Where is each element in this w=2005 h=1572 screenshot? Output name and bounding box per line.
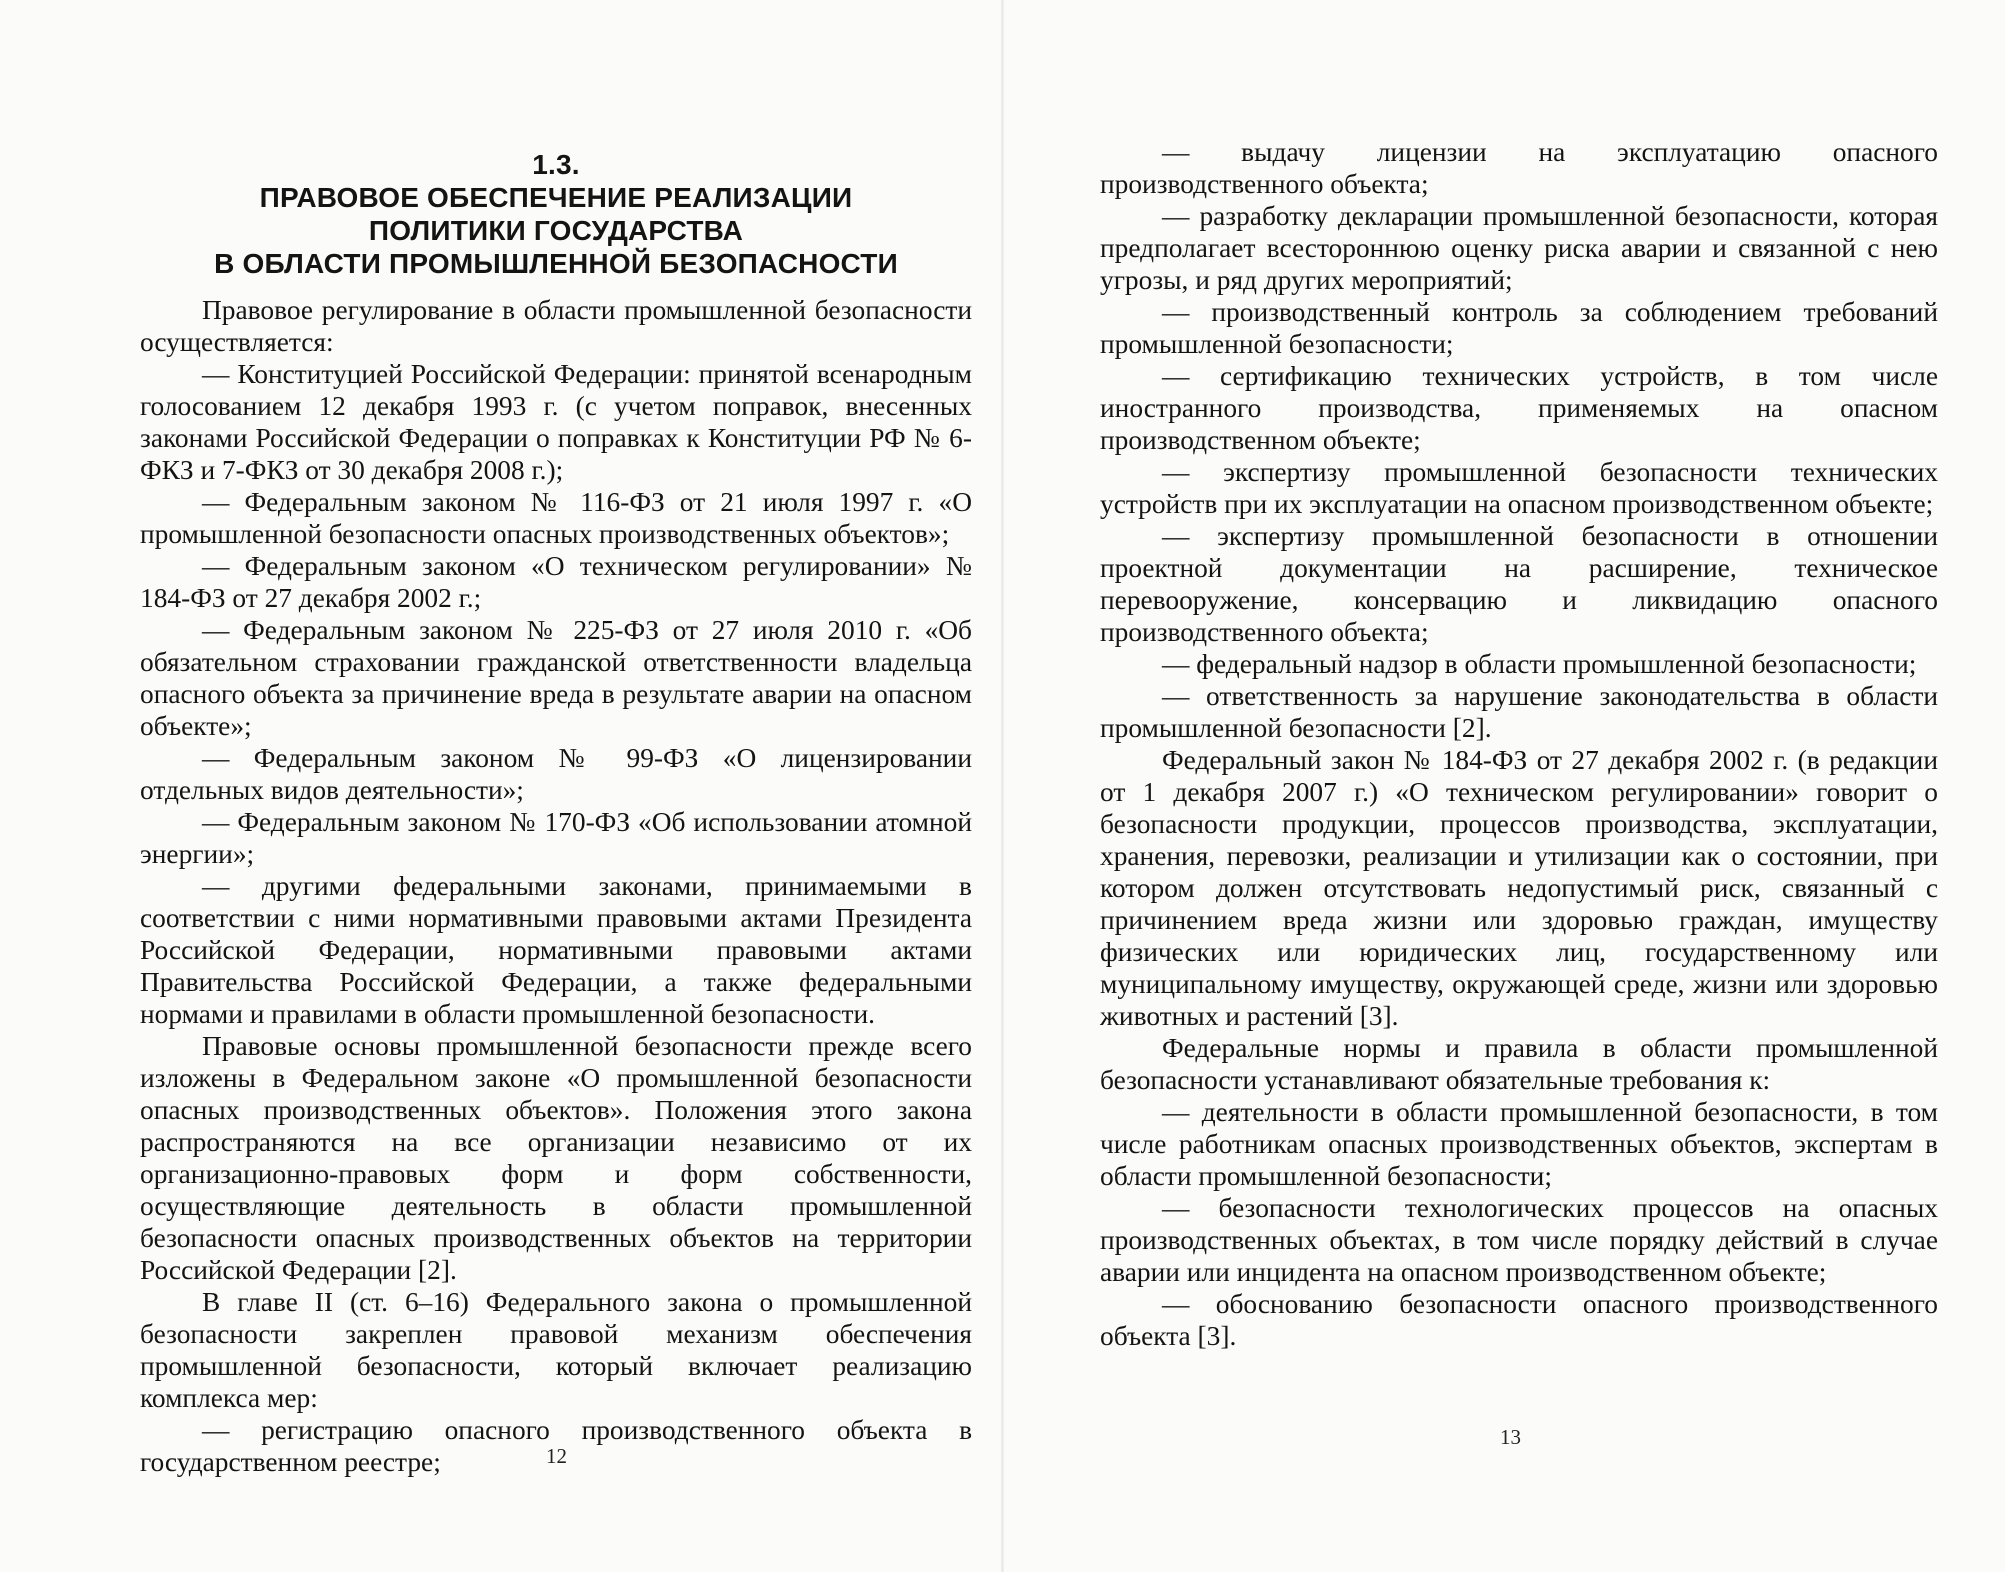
section-heading xyxy=(140,148,972,280)
paragraph: — Конституцией Российской Федерации: принятой всенародным голосованием 12 декабря 1993 г. (с учетом поправок, внесенных законами Российской Федерации о поправках к Конституции РФ № 6-ФКЗ и 7-ФКЗ от 30 декабря 2008 г.); xyxy=(140,359,972,485)
paragraph: — другими федеральными законами, принимаемыми в соответствии с ними нормативными правовыми актами Президента Российской Федерации, нормативными правовыми актами Правительства Российской Федерации, а также федеральными нормами и правилами в области промышленной безопасности. xyxy=(140,871,972,1029)
heading-line: ПРАВОВОЕ ОБЕСПЕЧЕНИЕ РЕАЛИЗАЦИИ xyxy=(259,182,853,213)
left-page-body xyxy=(140,294,972,1478)
heading-line: В ОБЛАСТИ ПРОМЫШЛЕННОЙ БЕЗОПАСНОСТИ xyxy=(214,248,898,279)
paragraph: — регистрацию опасного производственного объекта в государственном реестре; xyxy=(140,1415,972,1477)
paragraph: — экспертизу промышленной безопасности в отношении проектной документации на расширение, техническое перевооружение, консервацию и ликвидацию опасного производственного объекта; xyxy=(1100,521,1938,647)
paragraph: Федеральные нормы и правила в области промышленной безопасности устанавливают обязательные требования к: xyxy=(1100,1033,1938,1095)
paragraph: — ответственность за нарушение законодательства в области промышленной безопасности [2]. xyxy=(1100,681,1938,743)
right-page xyxy=(1003,0,2005,1572)
paragraph: Федеральный закон № 184-ФЗ от 27 декабря 2002 г. (в редакции от 1 декабря 2007 г.) «О техническом регулировании» говорит о безопасности продукции, процессов производства, эксплуатации, хранения, перевозки, реализации и утилизации как о состоянии, при котором должен отсутствовать недопустимый риск, связанный с причинением вреда жизни или здоровью граждан, имуществу физических или юридических лиц, государственному или муниципальному имуществу, окружающей среде, жизни или здоровью животных и растений [3]. xyxy=(1100,745,1938,1031)
paragraph: В главе II (ст. 6–16) Федерального закона о промышленной безопасности закреплен правовой механизм обеспечения промышленной безопасности, который включает реализацию комплекса мер: xyxy=(140,1287,972,1413)
left-page xyxy=(0,0,1002,1572)
paragraph: — обоснованию безопасности опасного производственного объекта [3]. xyxy=(1100,1289,1938,1351)
heading-line: ПОЛИТИКИ ГОСУДАРСТВА xyxy=(368,215,744,246)
paragraph: Правовые основы промышленной безопасности прежде всего изложены в Федеральном законе «О промышленной безопасности опасных производственных объектов». Положения этого закона распространяются на все организации независимо от их организационно-правовых форм и форм собственности, осуществляющие деятельность в области промышленной безопасности опасных производственных объектов на территории Российской Федерации [2]. xyxy=(140,1031,972,1285)
paragraph: — Федеральным законом № 170-ФЗ «Об использовании атомной энергии»; xyxy=(140,807,972,869)
page-number: 13 xyxy=(1500,1425,1521,1449)
paragraph: Правовое регулирование в области промышленной безопасности осуществляется: xyxy=(140,295,972,357)
paragraph: — безопасности технологических процессов на опасных производственных объектах, в том числе порядку действий в случае аварии или инцидента на опасном производственном объекте; xyxy=(1100,1193,1938,1287)
right-page-body xyxy=(1100,136,1938,1352)
page-number: 12 xyxy=(546,1444,567,1468)
paragraph: — федеральный надзор в области промышленной безопасности; xyxy=(1162,649,1917,679)
paragraph: — Федеральным законом № 116-ФЗ от 21 июля 1997 г. «О промышленной безопасности опасных производственных объектов»; xyxy=(140,487,972,549)
paragraph: — экспертизу промышленной безопасности технических устройств при их эксплуатации на опасном производственном объекте; xyxy=(1100,457,1938,519)
paragraph: — производственный контроль за соблюдением требований промышленной безопасности; xyxy=(1100,297,1938,359)
section-number: 1.3. xyxy=(532,149,580,180)
paragraph: — Федеральным законом «О техническом регулировании» № 184-ФЗ от 27 декабря 2002 г.; xyxy=(140,551,972,613)
paragraph: — Федеральным законом № 99-ФЗ «О лицензировании отдельных видов деятельности»; xyxy=(140,743,972,805)
paragraph: — разработку декларации промышленной безопасности, которая предполагает всестороннюю оценку риска аварии и связанной с нею угрозы, и ряд других мероприятий; xyxy=(1100,201,1938,295)
paragraph: — деятельности в области промышленной безопасности, в том числе работникам опасных производственных объектов, экспертам в области промышленной безопасности; xyxy=(1100,1097,1938,1191)
paragraph: — Федеральным законом № 225-ФЗ от 27 июля 2010 г. «Об обязательном страховании гражданской ответственности владельца опасного объекта за причинение вреда в результате аварии на опасном объекте»; xyxy=(140,615,972,741)
paragraph: — сертификацию технических устройств, в том числе иностранного производства, применяемых на опасном производственном объекте; xyxy=(1100,361,1938,455)
paragraph: — выдачу лицензии на эксплуатацию опасного производственного объекта; xyxy=(1100,137,1938,199)
